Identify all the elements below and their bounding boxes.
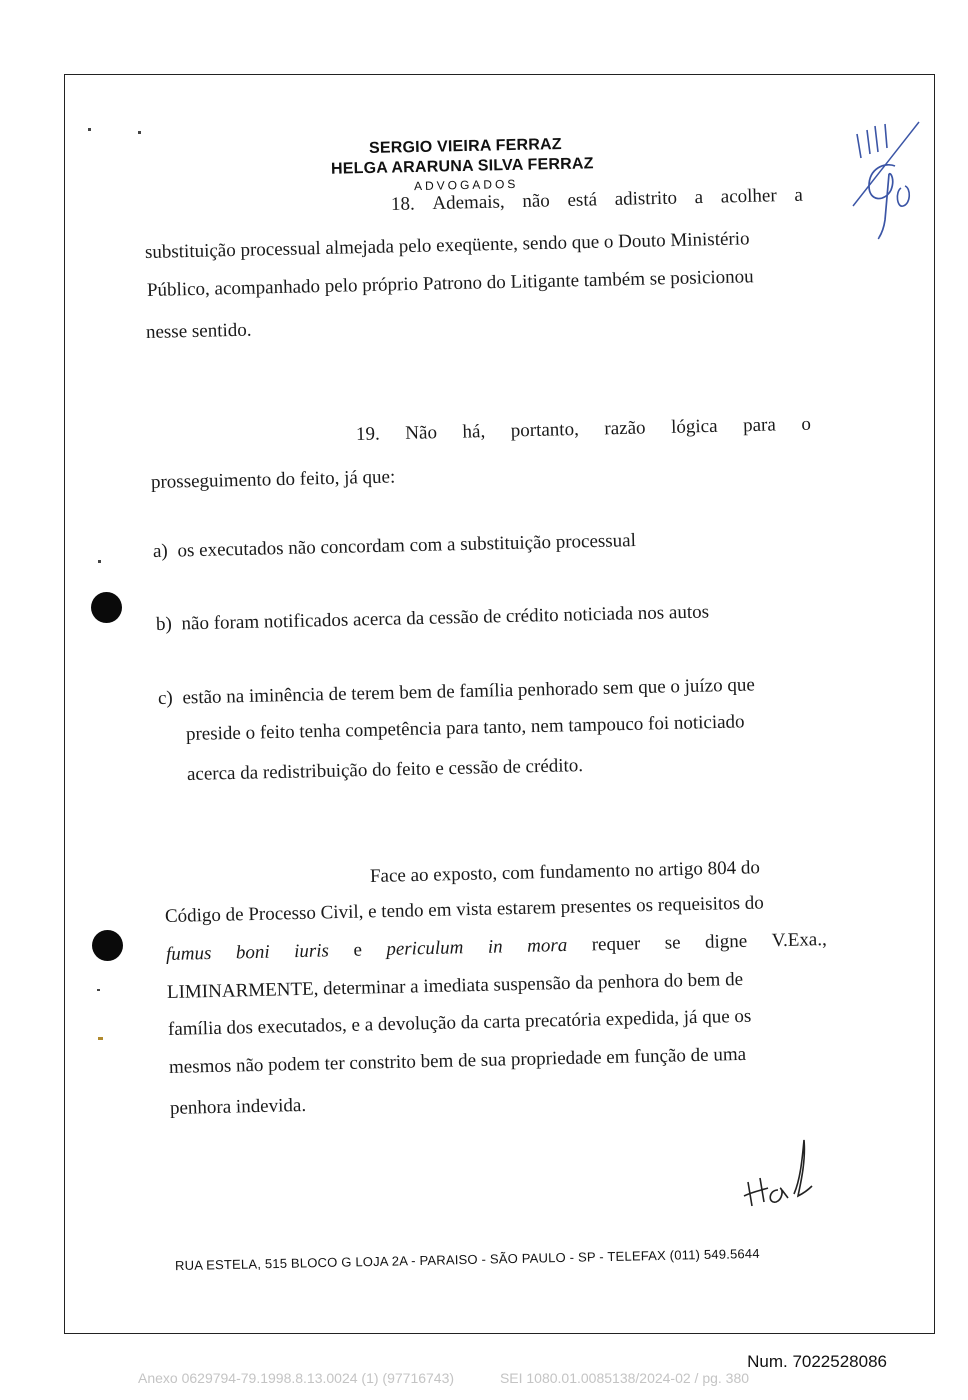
conclusion-line-6: mesmos não podem ter constrito bem de sua propriedade em função de uma: [168, 1043, 747, 1078]
list-item-c-line-2: preside o feito tenha competência para tanto, nem tampouco foi noticiado: [185, 711, 745, 745]
punch-hole: [92, 930, 123, 961]
document-number: Num. 7022528086: [747, 1352, 887, 1371]
p19-number: 19.: [355, 423, 380, 445]
conclusion-line-3: fumus boni iuris e periculum in mora requer se digne V.Exa.,: [165, 929, 827, 965]
scan-speck: [88, 128, 91, 131]
letterhead-role: ADVOGADOS: [413, 176, 519, 194]
punch-hole: [91, 592, 122, 623]
p18-line-3: Público, acompanhado pelo próprio Patrono do Litigante também se posicionou: [146, 266, 754, 301]
list-item-a: a) os executados não concordam com a substituição processual: [152, 530, 637, 562]
conclusion-line-2: Código de Processo Civil, e tendo em vista estarem presentes os requeisitos do: [164, 892, 764, 927]
conclusion-line-5: família dos executados, e a devolução da carta precatória expedida, já que os: [167, 1005, 752, 1040]
list-label-a: a): [152, 540, 168, 562]
list-label-b: b): [155, 613, 173, 635]
list-item-b: b) não foram notificados acerca da cessão de crédito noticiada nos autos: [155, 601, 710, 635]
conclusion-line-7: penhora indevida.: [169, 1094, 307, 1119]
annex-footer: [138, 1370, 749, 1386]
scan-speck: [138, 131, 141, 134]
list-label-c: c): [157, 687, 173, 709]
p18-line-2: substituição processual almejada pelo exeqüente, sendo que o Douto Ministério: [144, 228, 750, 263]
p18-line-1: 18. Ademais, não está adistrito a acolher a: [390, 184, 804, 215]
conclusion-line-1: Face ao exposto, com fundamento no artigo 804 do: [369, 857, 761, 887]
letterhead-name-2: HELGA ARARUNA SILVA FERRAZ: [330, 155, 594, 178]
conclusion-line-4: LIMINARMENTE, determinar a imediata suspensão da penhora do bem de: [166, 968, 744, 1003]
sei-reference: SEI 1080.01.0085138/2024-02 / pg. 380: [499, 1370, 750, 1386]
list-item-c-line-1: c) estão na iminência de terem bem de família penhorado sem que o juízo que: [157, 674, 756, 709]
footer-address: RUA ESTELA, 515 BLOCO G LOJA 2A - PARAISO - SÃO PAULO - SP - TELEFAX (011) 549.5644: [174, 1245, 760, 1274]
p19-line-2: prosseguimento do feito, já que:: [150, 466, 396, 493]
p19-line-1: 19. Não há, portanto, razão lógica para o: [355, 413, 812, 445]
p18-line-4: nesse sentido.: [145, 319, 252, 343]
letterhead-name-1: SERGIO VIEIRA FERRAZ: [368, 135, 562, 158]
scan-speck: [97, 989, 100, 991]
scan-speck: [98, 560, 101, 563]
p18-number: 18.: [390, 193, 415, 215]
annex-reference: Anexo 0629794-79.1998.8.13.0024 (1) (97716743): [138, 1370, 455, 1386]
scan-speck: [98, 1037, 103, 1040]
list-item-c-line-3: acerca da redistribuição do feito e cessão de crédito.: [186, 755, 584, 785]
page-number-handwriting: [845, 110, 925, 250]
signature-initials: [738, 1132, 818, 1212]
